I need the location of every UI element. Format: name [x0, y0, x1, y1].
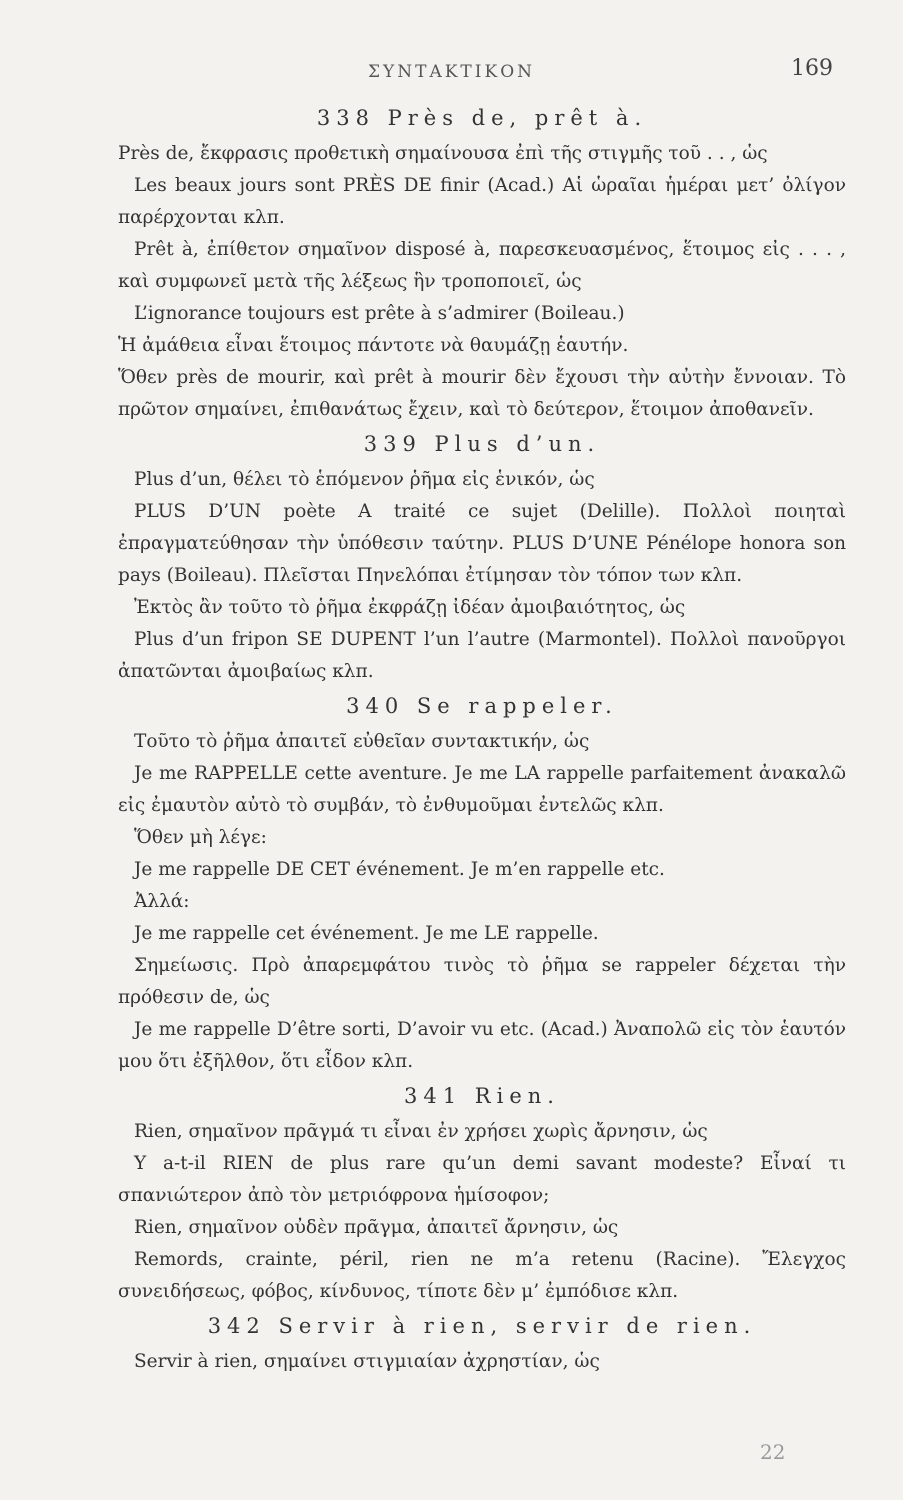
paragraph: Servir à rien, σημαίνει στιγμιαίαν ἀχρηστίαν, ὡς: [134, 1351, 600, 1372]
paragraph: Y a-t-il RIEN de plus rare qu’un demi savant modeste? Εἶναί τι σπανιώτερον ἀπὸ τὸν μετριόφρονα ἡμίσοφον;: [118, 1153, 846, 1206]
section-341: [118, 1084, 846, 1308]
paragraph: L’ignorance toujours est prête à s’admirer (Boileau.): [134, 303, 625, 324]
paragraph: Ὅθεν μὴ λέγε:: [134, 827, 267, 848]
paragraph: Je me rappelle D’être sorti, D’avoir vu etc. (Acad.) Ἀναπολῶ εἰς τὸν ἑαυτόν μου ὅτι ἐξῆλθον, ὅτι εἶδον κλπ.: [118, 1019, 846, 1072]
paragraph: Remords, crainte, péril, rien ne m’a retenu (Racine). Ἔλεγχος συνειδήσεως, φόβος, κίνδυνος, τίποτε δὲν μ’ ἐμπόδισε κλπ.: [118, 1249, 846, 1302]
paragraph: Près de, ἔκφρασις προθετικὴ σημαίνουσα ἐπὶ τῆς στιγμῆς τοῦ . . , ὡς: [118, 143, 768, 164]
paragraph: Σημείωσις. Πρὸ ἀπαρεμφάτου τινὸς τὸ ῥῆμα se rappeler δέχεται τὴν πρόθεσιν de, ὡς: [118, 955, 846, 1008]
paragraph: Ἐκτὸς ἂν τοῦτο τὸ ῥῆμα ἐκφράζῃ ἰδέαν ἀμοιβαιότητος, ὡς: [134, 597, 686, 618]
paragraph: Je me rappelle DE CET événement. Je m’en rappelle etc.: [134, 859, 665, 880]
section-342: [118, 1314, 846, 1378]
paragraph: Ὅθεν près de mourir, καὶ prêt à mourir δὲν ἔχουσι τὴν αὐτὴν ἔννοιαν. Τὸ πρῶτον σημαίνει, ἐπιθανάτως ἔχειν, καὶ τὸ δεύτερον, ἕτοιμον ἀποθανεῖν.: [118, 367, 846, 420]
section-heading: 340 Se rappeler.: [346, 694, 618, 718]
paragraph: Ἡ ἀμάθεια εἶναι ἕτοιμος πάντοτε νὰ θαυμάζῃ ἑαυτήν.: [118, 335, 629, 356]
section-heading: 338 Près de, prêt à.: [316, 106, 648, 130]
paragraph: PLUS D’UN poète A traité ce sujet (Delille). Πολλοὶ ποιηταὶ ἐπραγματεύθησαν τὴν ὑπόθεσιν ταύτην. PLUS D’UNE Pénélope honora son pays (Boileau). Πλεῖσται Πηνελόπαι ἐτίμησαν τὸν τόπον των κλπ.: [118, 501, 846, 586]
section-heading: 341 Rien.: [404, 1084, 560, 1108]
paragraph: Plus d’un fripon SE DUPENT l’un l’autre (Marmontel). Πολλοὶ πανοῦργοι ἀπατῶνται ἀμοιβαίως κλπ.: [118, 629, 846, 682]
paragraph: Les beaux jours sont PRÈS DE finir (Acad.) Αἱ ὡραῖαι ἡμέραι μετ’ ὀλίγον παρέρχονται κλπ.: [118, 175, 846, 228]
paragraph: Plus d’un, θέλει τὸ ἑπόμενον ῥῆμα εἰς ἑνικόν, ὡς: [134, 469, 595, 490]
section-heading: 339 Plus d’un.: [363, 432, 601, 456]
paragraph: Τοῦτο τὸ ῥῆμα ἀπαιτεῖ εὐθεῖαν συντακτικήν, ὡς: [134, 731, 590, 752]
paragraph: Ἀλλά:: [134, 891, 190, 912]
section-339: [118, 432, 846, 688]
signature-mark: 22: [760, 1440, 786, 1464]
paragraph: Prêt à, ἐπίθετον σημαῖνον disposé à, παρεσκευασμένος, ἕτοιμος εἰς . . . , καὶ συμφωνεῖ μετὰ τῆς λέξεως ἣν τροποποιεῖ, ὡς: [118, 239, 846, 292]
page-number: 169: [791, 56, 833, 81]
paragraph: Je me rappelle cet événement. Je me LE rappelle.: [134, 923, 599, 944]
section-338: [118, 106, 846, 426]
section-heading: 342 Servir à rien, servir de rien.: [207, 1314, 757, 1338]
paragraph: Rien, σημαῖνον οὐδὲν πρᾶγμα, ἀπαιτεῖ ἄρνησιν, ὡς: [134, 1217, 619, 1238]
section-340: [118, 694, 846, 1078]
paragraph: Rien, σημαῖνον πρᾶγμά τι εἶναι ἐν χρήσει χωρὶς ἄρνησιν, ὡς: [134, 1121, 708, 1142]
page-content: [118, 100, 846, 1378]
running-title: ΣΥΝΤΑΚΤΙΚΟΝ: [368, 62, 535, 82]
paragraph: Je me RAPPELLE cette aventure. Je me LA rappelle parfaitement ἀνακαλῶ εἰς ἐμαυτὸν αὐτὸ τὸ συμβάν, τὸ ἐνθυμοῦμαι ἐντελῶς κλπ.: [118, 763, 846, 816]
